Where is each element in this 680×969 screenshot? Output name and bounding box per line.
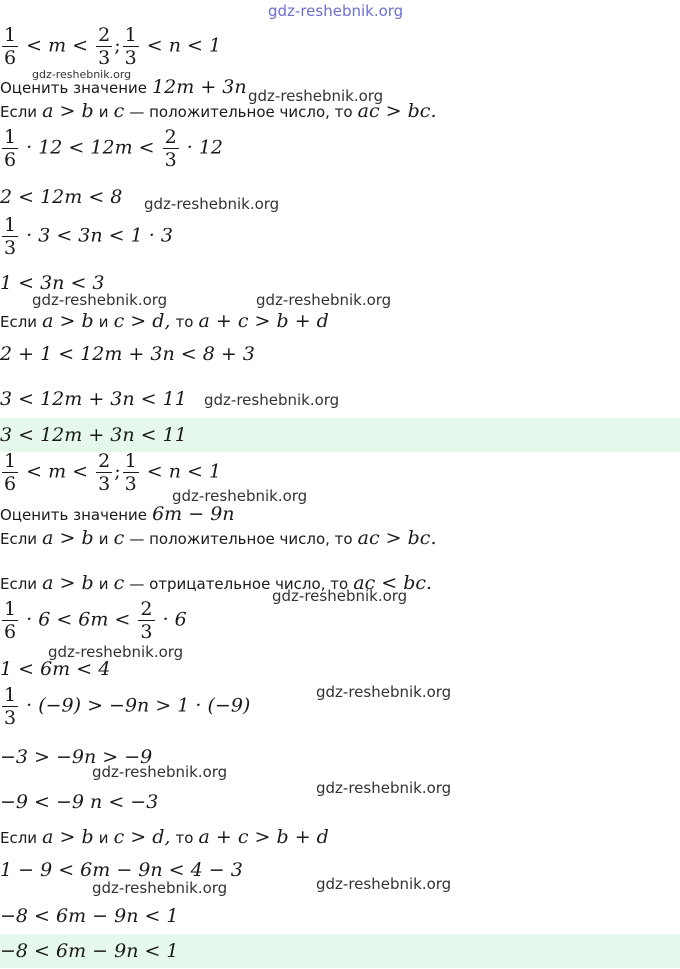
fraction: $\frac{1}{3}$ (124, 24, 137, 69)
watermark: gdz-reshebnik.org (316, 875, 452, 893)
math-line-19: −3 > −9n > −9 (0, 746, 153, 768)
watermark: gdz-reshebnik.org (172, 487, 308, 505)
fraction: $\frac{1}{3}$ (124, 450, 137, 495)
rule-line-15: Если a > b и c — отрицательное число, то ac < bc. (0, 572, 433, 594)
watermark: gdz-reshebnik.org (272, 587, 408, 605)
rule-line-14: Если a > b и c — положительное число, то ac > bc. (0, 527, 437, 549)
watermark: gdz-reshebnik.org (92, 879, 228, 897)
math-line-6: $\frac{1}{3}$ · 3 < 3n < 1 · 3 (4, 214, 173, 259)
fraction: $\frac{1}{3}$ (4, 214, 17, 259)
math-line-16: $\frac{1}{6}$ · 6 < 6m < $\frac{2}{3}$ · 6 (4, 598, 187, 643)
math-line-5: 2 < 12m < 8 (0, 186, 123, 208)
fraction: $\frac{1}{6}$ (4, 450, 17, 495)
watermark: gdz-reshebnik.org (256, 291, 392, 309)
rule-line-8: Если a > b и c > d, то a + c > b + d (0, 310, 329, 332)
fraction: $\frac{1}{6}$ (4, 126, 17, 171)
rule-line-3: Если a > b и c — положительное число, то ac > bc. (0, 100, 437, 122)
rule-line-21: Если a > b и c > d, то a + c > b + d (0, 826, 329, 848)
fraction: $\frac{1}{3}$ (4, 684, 17, 729)
answer-line-2: −8 < 6m − 9n < 1 (0, 940, 179, 962)
math-line-22: 1 − 9 < 6m − 9n < 4 − 3 (0, 859, 243, 881)
fraction: $\frac{2}{3}$ (98, 450, 111, 495)
watermark: gdz-reshebnik.org (144, 195, 280, 213)
fraction: $\frac{2}{3}$ (140, 598, 153, 643)
math-line-18: $\frac{1}{3}$ · (−9) > −9n > 1 · (−9) (4, 684, 251, 729)
math-line-17: 1 < 6m < 4 (0, 658, 111, 680)
math-line-10: 3 < 12m + 3n < 11 (0, 388, 187, 410)
watermark: gdz-reshebnik.org (316, 779, 452, 797)
watermark: gdz-reshebnik.org (316, 683, 452, 701)
math-line-12: $\frac{1}{6}$ < m < $\frac{2}{3}$ ; $\frac{1}{3}$ < n < 1 (4, 450, 222, 495)
math-line-20: −9 < −9 n < −3 (0, 791, 159, 813)
watermark: gdz-reshebnik.org (92, 763, 228, 781)
text-line-2: Оценить значение 12m + 3n (0, 76, 247, 98)
math-line-23: −8 < 6m − 9n < 1 (0, 905, 179, 927)
math-line-4: $\frac{1}{6}$ · 12 < 12m < $\frac{2}{3}$ · 12 (4, 126, 224, 171)
fraction: $\frac{1}{6}$ (4, 24, 17, 69)
fraction: $\frac{1}{6}$ (4, 598, 17, 643)
math-line-9: 2 + 1 < 12m + 3n < 8 + 3 (0, 343, 255, 365)
answer-line-1: 3 < 12m + 3n < 11 (0, 424, 187, 446)
math-line-1: $\frac{1}{6}$ < m < $\frac{2}{3}$ ; $\frac{1}{3}$ < n < 1 (4, 24, 222, 69)
watermark: gdz-reshebnik.org (32, 291, 168, 309)
text-line-13: Оценить значение 6m − 9n (0, 503, 235, 525)
watermark-top: gdz-reshebnik.org (268, 2, 404, 20)
fraction: $\frac{2}{3}$ (98, 24, 111, 69)
watermark: gdz-reshebnik.org (204, 391, 340, 409)
math-line-7: 1 < 3n < 3 (0, 272, 105, 294)
watermark: gdz-reshebnik.org (32, 68, 132, 81)
watermark: gdz-reshebnik.org (248, 87, 384, 105)
fraction: $\frac{2}{3}$ (164, 126, 177, 171)
watermark: gdz-reshebnik.org (48, 643, 184, 661)
